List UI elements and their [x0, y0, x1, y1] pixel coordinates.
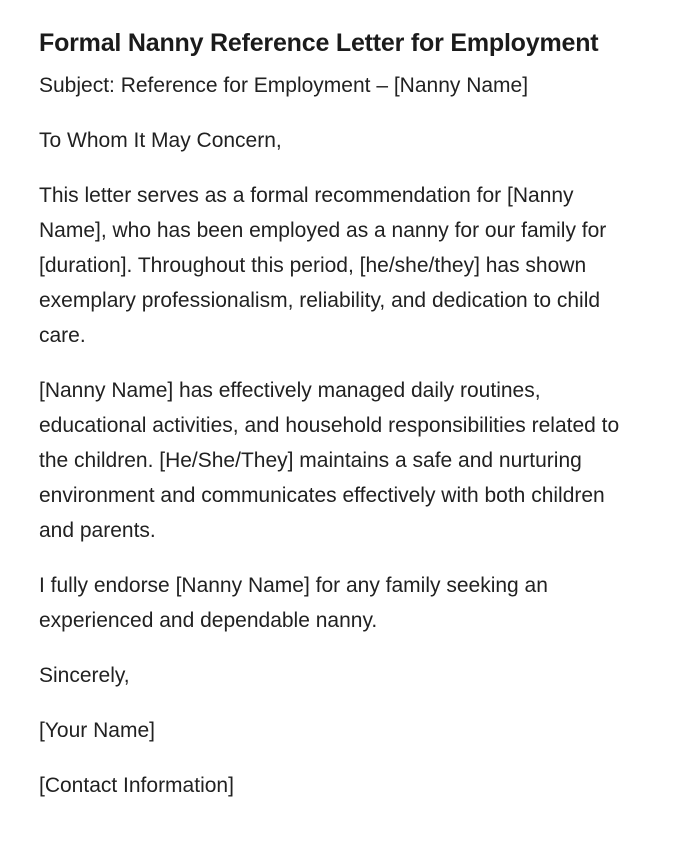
- body-paragraph-2: [Nanny Name] has effectively managed daily routines, educational activities, and household responsibilities related to the children. [He/She/They] maintains a safe and nurturing environment and communicates effectively with both children and parents.: [39, 379, 620, 542]
- signature-name: [Your Name]: [39, 719, 155, 742]
- signature-contact: [Contact Information]: [39, 774, 234, 797]
- closing: Sincerely,: [39, 664, 130, 687]
- body-paragraph-1: This letter serves as a formal recommendation for [Nanny Name], who has been employed as a nanny for our family for [duration]. Throughout this period, [he/she/they] has shown exemplary professionalism, reliability, and dedication to child care.: [39, 184, 607, 347]
- salutation: To Whom It May Concern,: [39, 129, 282, 152]
- body-paragraph-3: I fully endorse [Nanny Name] for any family seeking an experienced and dependable nanny.: [39, 574, 548, 632]
- subject-line: Subject: Reference for Employment – [Nanny Name]: [39, 74, 529, 97]
- page-title: Formal Nanny Reference Letter for Employment: [39, 29, 599, 57]
